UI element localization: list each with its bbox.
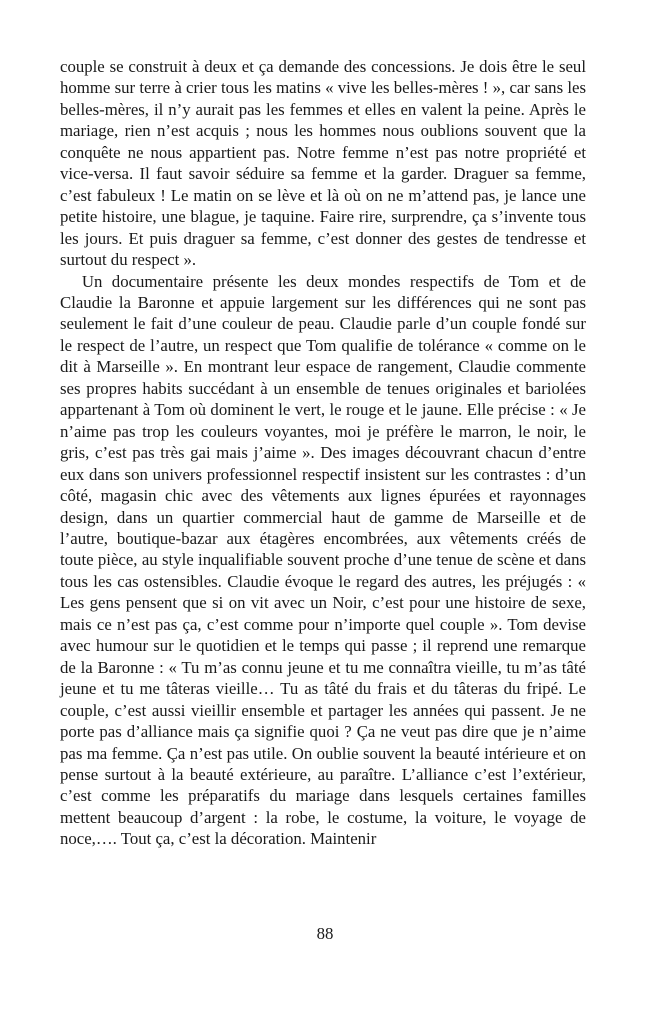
paragraph-1: couple se construit à deux et ça demande des concessions. Je dois être le seul homme sur terre à crier tous les matins « vive les belles-mères ! », car sans les belles-mères, il n’y aurait pas les femmes et elles en valent la peine. Après le mariage, rien n’est acquis ; nous les hommes nous oublions souvent que la conquête ne nous appartient pas. Notre femme n’est pas notre propriété et vice-versa. Il faut savoir séduire sa femme et la garder. Draguer sa femme, c’est fabuleux ! Le matin on se lève et là où on ne m’attend pas, je lance une petite histoire, une blague, je taquine. Faire rire, surprendre, ça s’invente tous les jours. Et puis draguer sa femme, c’est donner des gestes de tendresse et surtout du respect ». <box>60 57 586 270</box>
page-number: 88 <box>316 924 334 943</box>
page-body <box>60 56 586 850</box>
paragraph-2: Un documentaire présente les deux mondes respectifs de Tom et de Claudie la Baronne et appuie largement sur les différences qui ne sont pas seulement le fait d’une couleur de peau. Claudie parle d’un couple fondé sur le respect de l’autre, un respect que Tom qualifie de tolérance « comme on le dit à Marseille ». En montrant leur espace de rangement, Claudie commente ses propres habits succédant à un ensemble de tenues originales et bariolées appartenant à Tom où dominent le vert, le rouge et le jaune. Elle précise : « Je n’aime pas trop les couleurs voyantes, moi je préfère le marron, le noir, le gris, c’est pas très gai mais j’aime ». Des images découvrant chacun d’entre eux dans son univers professionnel respectif insistent sur les contrastes : d’un côté, magasin chic avec des vêtements aux lignes épurées et rayonnages design, dans un quartier commercial haut de gamme de Marseille et de l’autre, boutique-bazar aux étagères encombrées, aux vêtements créés de toute pièce, au style inqualifiable souvent proche d’une tenue de scène et dans tous les cas ostensibles. Claudie évoque le regard des autres, les préjugés : « Les gens pensent que si on vit avec un Noir, c’est pour une histoire de sexe, mais ce n’est pas ça, c’est comme pour n’importe quel couple ». Tom devise avec humour sur le quotidien et le temps qui passe ; il reprend une remarque de la Baronne : « Tu m’as connu jeune et tu me connaîtra vieille, tu m’as tâté jeune et tu me tâteras vieille… Tu as tâté du frais et du tâteras du fripé. Le couple, c’est aussi vieillir ensemble et partager les années qui passent. Je ne porte pas d’alliance mais ça signifie quoi ? Ça ne veut pas dire que je n’aime pas ma femme. Ça n’est pas utile. On oublie souvent la beauté intérieure et on pense surtout à la beauté extérieure, au paraître. L’alliance c’est l’extérieur, c’est comme les préparatifs du mariage dans lesquels certaines familles mettent beaucoup d’argent : la robe, le costume, la voiture, le voyage de noce,…. Tout ça, c’est la décoration. Maintenir <box>60 271 586 849</box>
